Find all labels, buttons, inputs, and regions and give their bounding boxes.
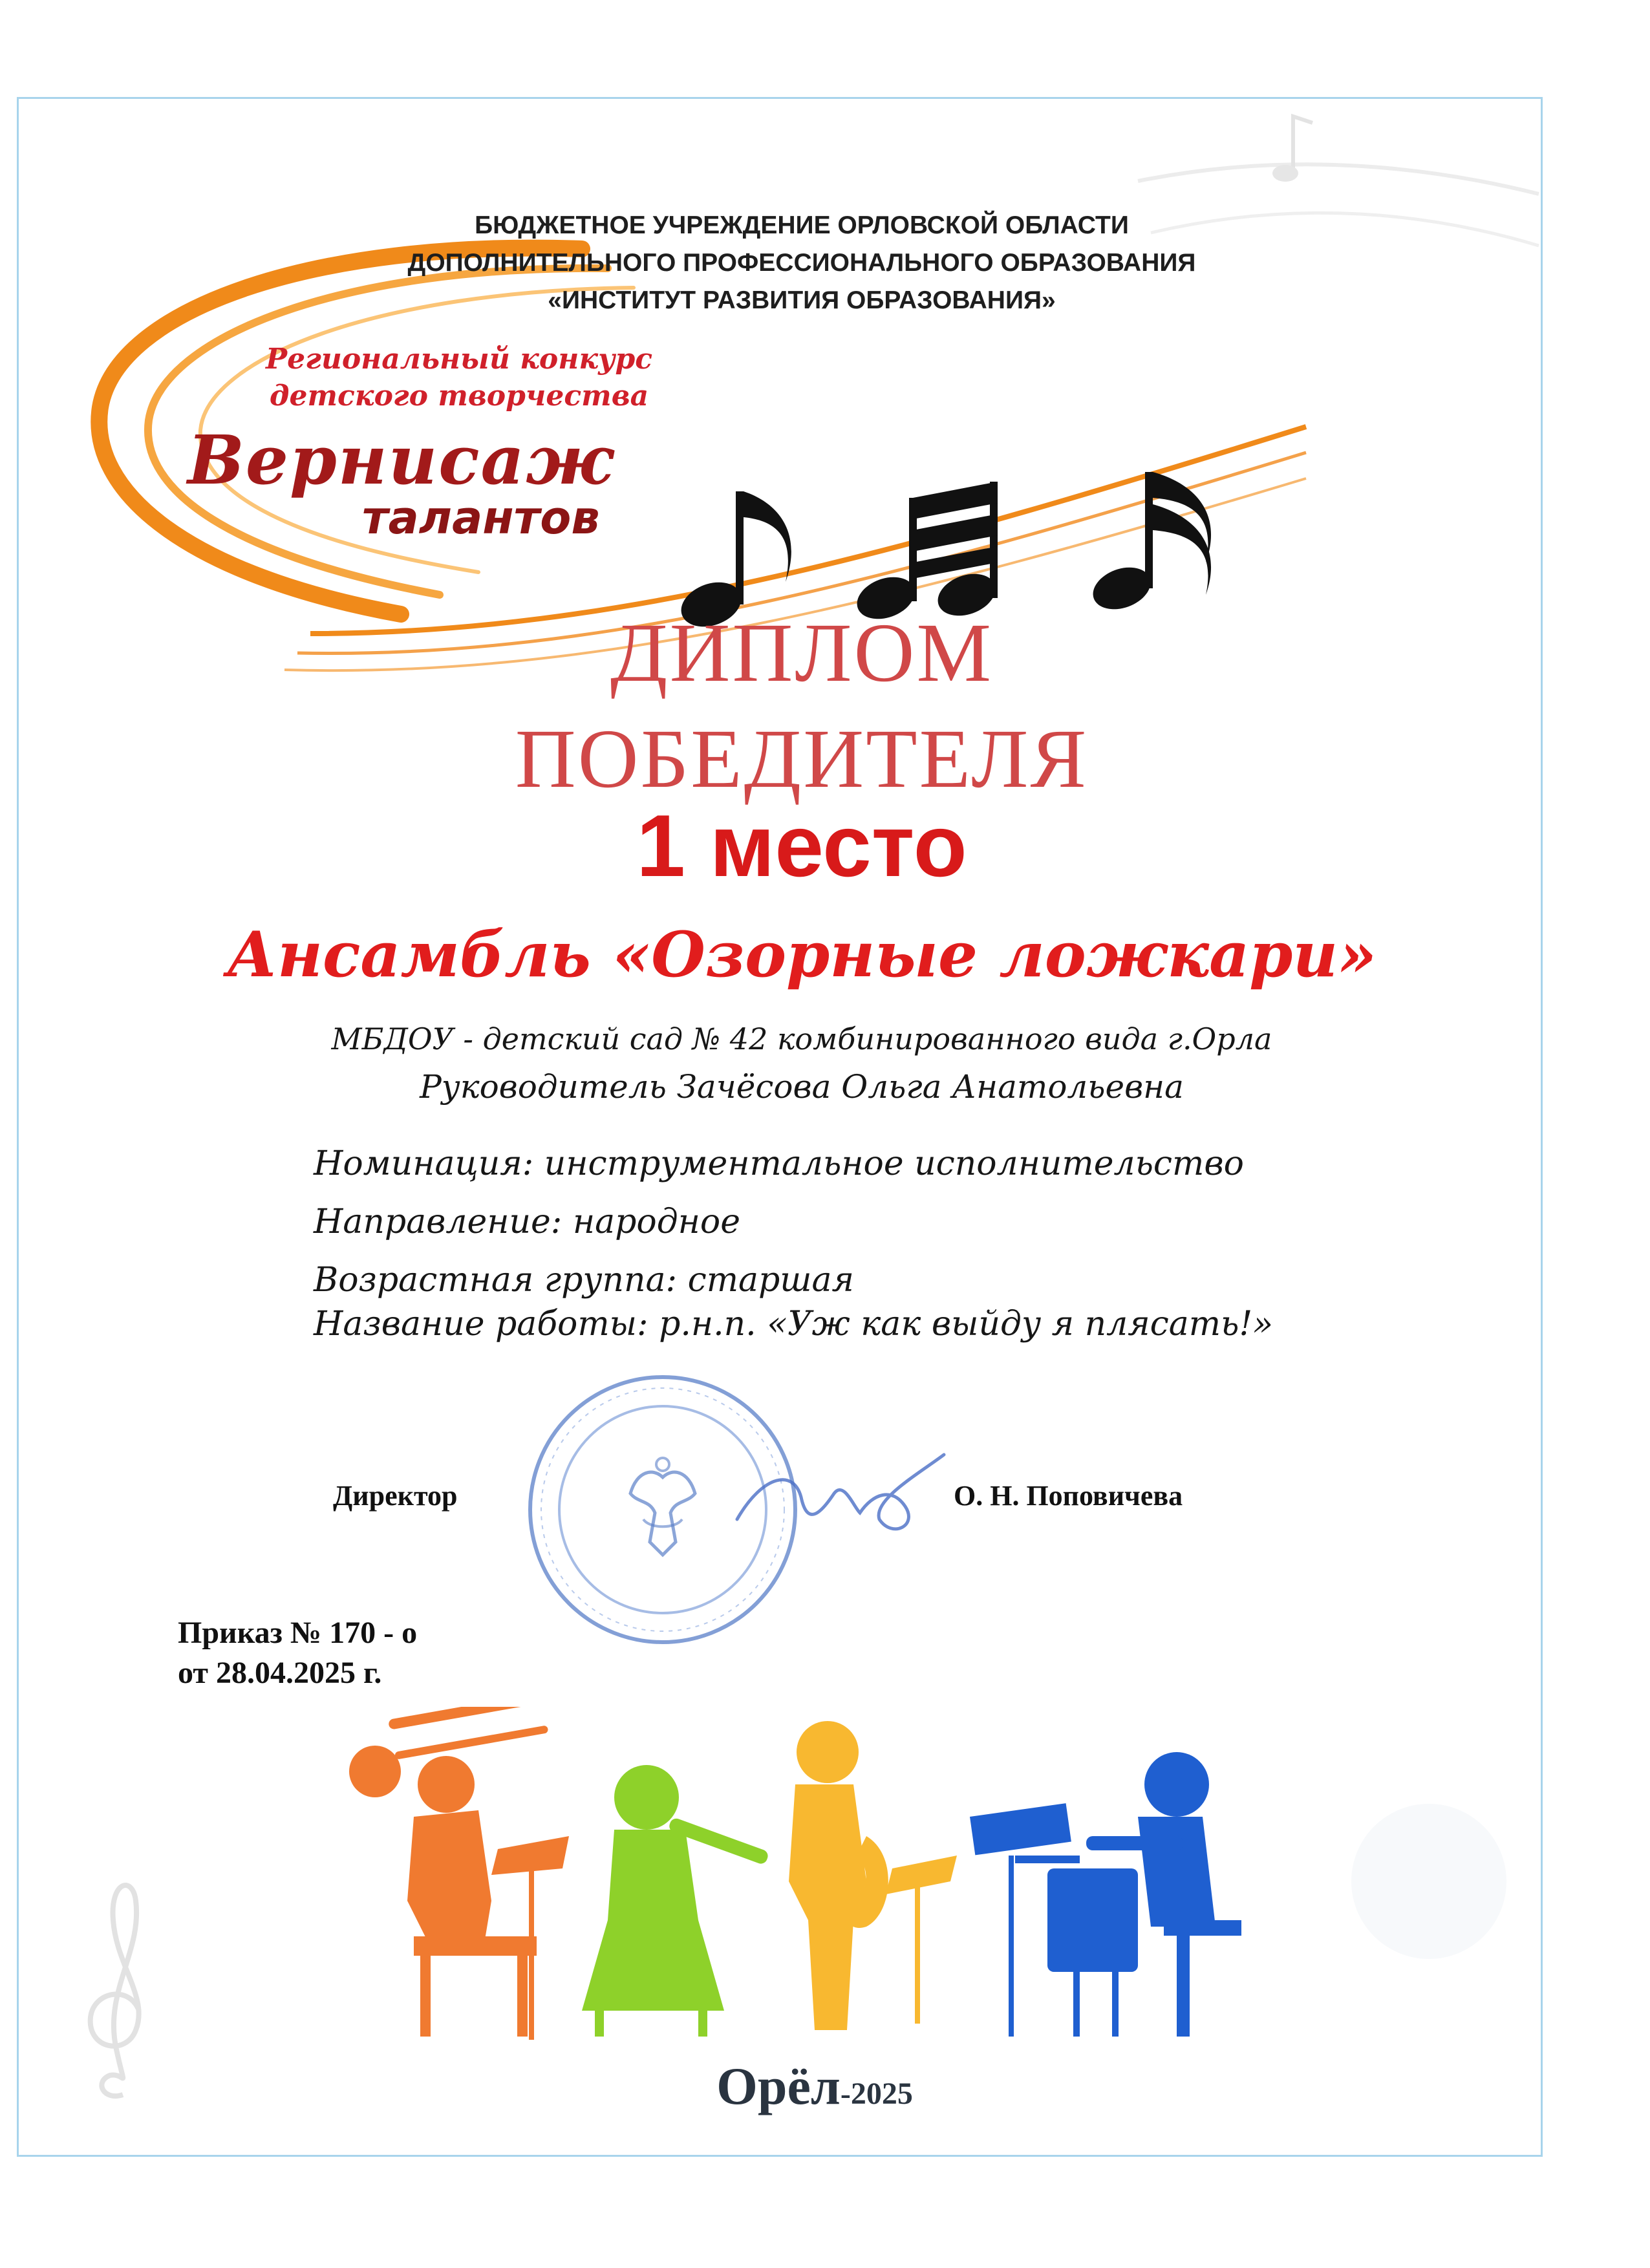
treble-clef-decoration (65, 1862, 168, 2108)
diploma-title (362, 608, 1241, 804)
musicians-illustration (336, 1707, 1267, 2043)
organization-name: МБДОУ - детский сад № 42 комбинированного вида г.Орла (331, 1022, 1272, 1056)
director-signature (724, 1448, 957, 1552)
institution-header (323, 207, 1280, 319)
details-list (314, 1138, 1273, 1342)
logo-contest-line-1: Региональный конкурс (266, 343, 652, 376)
header-line-3: «ИНСТИТУТ РАЗВИТИЯ ОБРАЗОВАНИЯ» (548, 286, 1056, 314)
header-line-2: ДОПОЛНИТЕЛЬНОГО ПРОФЕССИОНАЛЬНОГО ОБРАЗОВАНИЯ (407, 249, 1196, 277)
detail-direction-value: народное (572, 1203, 740, 1241)
violinist-icon (582, 1765, 769, 2037)
ensemble-name: Ансамбль «Озорные ложкари» (226, 918, 1377, 991)
header-line-1: БЮДЖЕТНОЕ УЧРЕЖДЕНИЕ ОРЛОВСКОЙ ОБЛАСТИ (475, 211, 1129, 239)
leader-name: Руководитель Зачёсова Ольга Анатольевна (420, 1068, 1184, 1106)
detail-work-title (314, 1306, 1273, 1342)
detail-nomination-value: инструментальное исполнительство (544, 1144, 1244, 1183)
drummer-icon (970, 1752, 1241, 2037)
diploma-title-line-2: ПОБЕДИТЕЛЯ (515, 712, 1089, 806)
detail-work-title-value: р.н.п. «Уж как выйду я плясать!» (659, 1305, 1274, 1343)
footer-city: Орёл (716, 2057, 841, 2115)
trombone-player-icon (349, 1707, 587, 2040)
logo-contest-line-2: детского творчества (269, 380, 649, 412)
detail-nomination-label: Номинация: (314, 1144, 534, 1183)
detail-direction-label: Направление: (314, 1203, 562, 1241)
footer-city-year (491, 2056, 1138, 2117)
detail-age-group (314, 1254, 1273, 1306)
contest-logo-text (168, 343, 750, 412)
detail-direction (314, 1196, 1273, 1248)
director-position: Директор (333, 1480, 458, 1512)
background-circle-decoration (1325, 1784, 1532, 1978)
director-name: О. Н. Поповичева (954, 1480, 1183, 1512)
logo-vernisazh-title: Вернисаж (188, 420, 615, 500)
diploma-title-line-1: ДИПЛОМ (610, 606, 994, 700)
order-date: от 28.04.2025 г. (178, 1656, 382, 1690)
logo-talantov-title: талантов (362, 491, 600, 544)
detail-nomination (314, 1138, 1273, 1190)
footer-year: -2025 (840, 2077, 913, 2111)
place-award: 1 место (636, 797, 967, 895)
detail-work-title-label: Название работы: (314, 1305, 648, 1343)
detail-age-group-label: Возрастная группа: (314, 1261, 678, 1300)
order-number: Приказ № 170 - о (178, 1616, 418, 1650)
detail-age-group-value: старшая (687, 1261, 854, 1300)
saxophonist-icon (789, 1721, 957, 2030)
order-reference (178, 1613, 417, 1693)
